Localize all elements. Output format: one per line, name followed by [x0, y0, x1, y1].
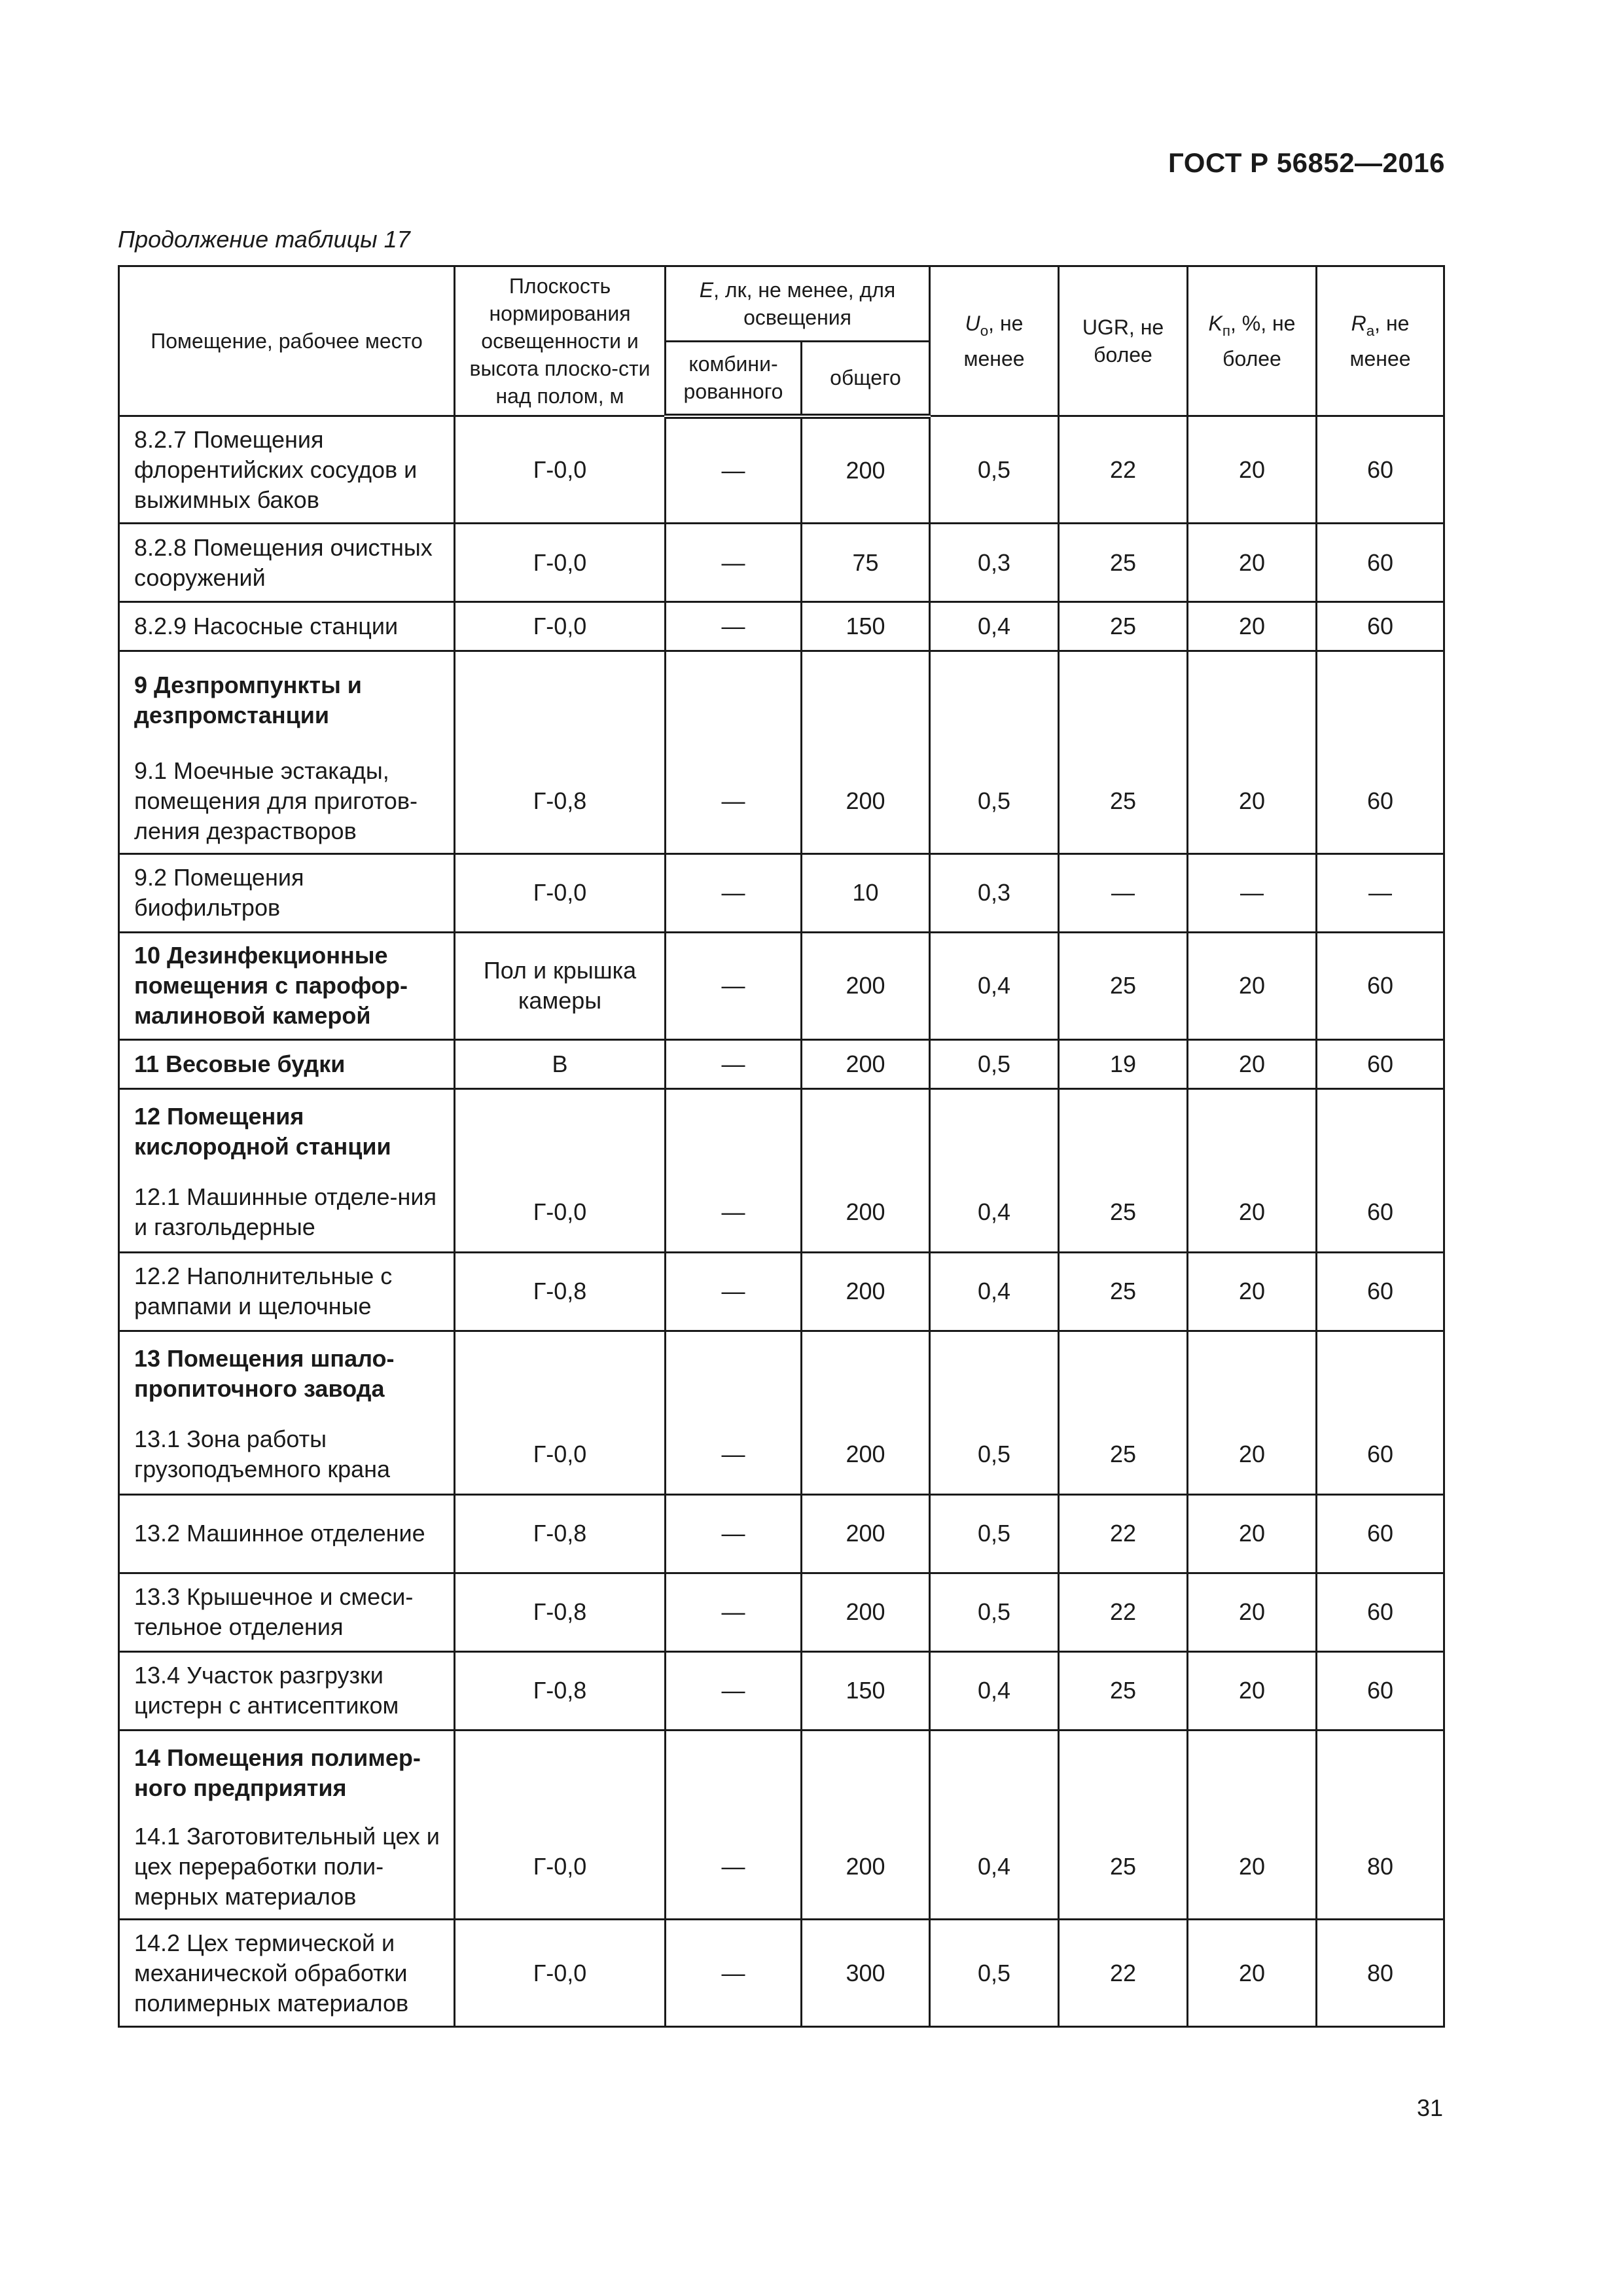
empty-cell	[1317, 1088, 1444, 1174]
uo-cell: 0,4	[930, 602, 1059, 651]
combined-cell: —	[666, 1920, 802, 2027]
ra-cell: 60	[1317, 1039, 1444, 1088]
kp-cell: —	[1188, 853, 1317, 932]
plane-cell: Г-0,0	[455, 524, 666, 602]
header-uo-subscript: о	[980, 322, 989, 339]
combined-cell: —	[666, 1573, 802, 1651]
table-row	[119, 1573, 1444, 1651]
kp-cell: 20	[1188, 1174, 1317, 1252]
table-row	[119, 1494, 1444, 1573]
kp-cell: 20	[1188, 1416, 1317, 1494]
table-header	[119, 266, 1444, 416]
plane-cell: Г-0,8	[455, 1573, 666, 1651]
combined-cell: —	[666, 602, 802, 651]
ugr-cell: 22	[1059, 1573, 1188, 1651]
general-cell: 200	[802, 1416, 930, 1494]
room-cell: 11 Весовые будки	[119, 1039, 455, 1088]
table-row	[119, 749, 1444, 854]
plane-cell: Г-0,8	[455, 1651, 666, 1730]
empty-cell	[1059, 1088, 1188, 1174]
plane-cell: Г-0,0	[455, 1174, 666, 1252]
header-combined: комбини-рованного	[666, 341, 802, 416]
ra-cell: 80	[1317, 1815, 1444, 1920]
empty-cell	[666, 1331, 802, 1416]
uo-cell: 0,5	[930, 749, 1059, 854]
kp-cell: 20	[1188, 1494, 1317, 1573]
ra-cell: 60	[1317, 524, 1444, 602]
combined-cell: —	[666, 1815, 802, 1920]
uo-cell: 0,3	[930, 853, 1059, 932]
group-title-cell: 13 Помещения шпало-пропиточного завода	[119, 1331, 455, 1416]
header-e-symbol: E	[699, 278, 714, 302]
room-cell: 8.2.8 Помещения очистных сооружений	[119, 524, 455, 602]
empty-cell	[1188, 651, 1317, 749]
combined-cell: —	[666, 1416, 802, 1494]
uo-cell: 0,5	[930, 1573, 1059, 1651]
plane-cell: Г-0,8	[455, 749, 666, 854]
ugr-cell: 22	[1059, 1920, 1188, 2027]
table-row	[119, 524, 1444, 602]
general-cell: 10	[802, 853, 930, 932]
ra-cell: 60	[1317, 602, 1444, 651]
room-cell: 14.1 Заготовительный цех и цех переработки поли-мерных материалов	[119, 1815, 455, 1920]
table-row	[119, 1815, 1444, 1920]
empty-cell	[802, 1730, 930, 1815]
room-cell: 13.4 Участок разгрузки цистерн с антисептиком	[119, 1651, 455, 1730]
table-row	[119, 853, 1444, 932]
uo-cell: 0,5	[930, 1416, 1059, 1494]
room-cell: 13.3 Крышечное и смеси-тельное отделения	[119, 1573, 455, 1651]
table-row	[119, 1174, 1444, 1252]
document-code: ГОСТ Р 56852—2016	[1168, 147, 1445, 178]
uo-cell: 0,3	[930, 524, 1059, 602]
general-cell: 75	[802, 524, 930, 602]
header-kp-subscript: п	[1222, 322, 1230, 339]
combined-cell: —	[666, 749, 802, 854]
empty-cell	[1188, 1331, 1317, 1416]
header-kp-symbol: K	[1208, 312, 1222, 336]
ugr-cell: 25	[1059, 1174, 1188, 1252]
empty-cell	[802, 1331, 930, 1416]
kp-cell: 20	[1188, 1651, 1317, 1730]
header-uo-text: , не менее	[963, 312, 1025, 370]
header-general: общего	[802, 341, 930, 416]
general-cell: 200	[802, 1174, 930, 1252]
plane-cell: Г-0,0	[455, 853, 666, 932]
ugr-cell: 19	[1059, 1039, 1188, 1088]
uo-cell: 0,5	[930, 1494, 1059, 1573]
room-cell: 9.2 Помещения биофильтров	[119, 853, 455, 932]
table-row	[119, 1416, 1444, 1494]
ugr-cell: 25	[1059, 1252, 1188, 1331]
ugr-cell: 25	[1059, 749, 1188, 854]
empty-cell	[802, 651, 930, 749]
table-row	[119, 416, 1444, 524]
combined-cell: —	[666, 1174, 802, 1252]
kp-cell: 20	[1188, 1815, 1317, 1920]
empty-cell	[930, 651, 1059, 749]
general-cell: 200	[802, 749, 930, 854]
ugr-cell: 25	[1059, 1815, 1188, 1920]
room-cell: 8.2.9 Насосные станции	[119, 602, 455, 651]
combined-cell: —	[666, 932, 802, 1039]
empty-cell	[1317, 651, 1444, 749]
room-cell: 9.1 Моечные эстакады, помещения для приготов-ления дезрастворов	[119, 749, 455, 854]
plane-cell: Г-0,0	[455, 1416, 666, 1494]
empty-cell	[1317, 1730, 1444, 1815]
empty-cell	[1059, 651, 1188, 749]
group-title-cell: 9 Дезпромпункты и дезпромстанции	[119, 651, 455, 749]
lighting-norms-table	[118, 265, 1445, 2028]
table-row	[119, 1651, 1444, 1730]
general-cell: 150	[802, 1651, 930, 1730]
combined-cell: —	[666, 1494, 802, 1573]
empty-cell	[666, 651, 802, 749]
kp-cell: 20	[1188, 749, 1317, 854]
empty-cell	[455, 1088, 666, 1174]
table-group-row	[119, 1331, 1444, 1416]
plane-cell: Г-0,8	[455, 1252, 666, 1331]
table-group-row	[119, 1088, 1444, 1174]
plane-cell: Пол и крышка камеры	[455, 932, 666, 1039]
combined-cell: —	[666, 1252, 802, 1331]
empty-cell	[1188, 1088, 1317, 1174]
uo-cell: 0,4	[930, 1651, 1059, 1730]
group-title-cell: 14 Помещения полимер-ного предприятия	[119, 1730, 455, 1815]
plane-cell: Г-0,0	[455, 602, 666, 651]
table-row	[119, 1920, 1444, 2027]
header-kp	[1188, 266, 1317, 416]
ra-cell: 60	[1317, 1416, 1444, 1494]
uo-cell: 0,4	[930, 932, 1059, 1039]
plane-cell: Г-0,8	[455, 1494, 666, 1573]
ugr-cell: 25	[1059, 524, 1188, 602]
room-cell: 8.2.7 Помещения флорентийских сосудов и выжимных баков	[119, 416, 455, 524]
general-cell: 200	[802, 1815, 930, 1920]
header-e-text: , лк, не менее, для освещения	[713, 278, 896, 329]
uo-cell: 0,4	[930, 1174, 1059, 1252]
header-room: Помещение, рабочее место	[119, 266, 455, 416]
table-row	[119, 932, 1444, 1039]
empty-cell	[666, 1088, 802, 1174]
room-cell: 10 Дезинфекционные помещения с парофор-малиновой камерой	[119, 932, 455, 1039]
general-cell: 200	[802, 1039, 930, 1088]
empty-cell	[1317, 1331, 1444, 1416]
empty-cell	[930, 1331, 1059, 1416]
plane-cell: Г-0,0	[455, 1920, 666, 2027]
room-cell: 13.2 Машинное отделение	[119, 1494, 455, 1573]
header-plane: Плоскость нормирования освещенности и высота плоско-сти над полом, м	[455, 266, 666, 416]
ra-cell: 60	[1317, 1494, 1444, 1573]
kp-cell: 20	[1188, 416, 1317, 524]
empty-cell	[1059, 1331, 1188, 1416]
header-ra	[1317, 266, 1444, 416]
empty-cell	[930, 1730, 1059, 1815]
general-cell: 200	[802, 416, 930, 524]
ra-cell: 80	[1317, 1920, 1444, 2027]
table-row	[119, 602, 1444, 651]
ra-cell: 60	[1317, 932, 1444, 1039]
empty-cell	[930, 1088, 1059, 1174]
header-kp-text: , %, не более	[1222, 312, 1296, 370]
kp-cell: 20	[1188, 602, 1317, 651]
ugr-cell: 25	[1059, 602, 1188, 651]
table-row	[119, 1252, 1444, 1331]
header-uo	[930, 266, 1059, 416]
ra-cell: 60	[1317, 1252, 1444, 1331]
ra-cell: —	[1317, 853, 1444, 932]
general-cell: 200	[802, 932, 930, 1039]
header-ra-text: , не менее	[1349, 312, 1411, 370]
header-ra-symbol: R	[1351, 312, 1366, 336]
combined-cell: —	[666, 1039, 802, 1088]
general-cell: 150	[802, 602, 930, 651]
uo-cell: 0,5	[930, 1039, 1059, 1088]
combined-cell: —	[666, 853, 802, 932]
ugr-cell: 22	[1059, 416, 1188, 524]
room-cell: 12.2 Наполнительные с рампами и щелочные	[119, 1252, 455, 1331]
kp-cell: 20	[1188, 1039, 1317, 1088]
general-cell: 200	[802, 1573, 930, 1651]
table-group-row	[119, 1730, 1444, 1815]
table-body	[119, 416, 1444, 2027]
uo-cell: 0,5	[930, 1920, 1059, 2027]
plane-cell: Г-0,0	[455, 416, 666, 524]
empty-cell	[802, 1088, 930, 1174]
empty-cell	[666, 1730, 802, 1815]
page-number: 31	[1416, 2094, 1443, 2121]
plane-cell: Г-0,0	[455, 1815, 666, 1920]
general-cell: 200	[802, 1252, 930, 1331]
uo-cell: 0,4	[930, 1815, 1059, 1920]
plane-cell: В	[455, 1039, 666, 1088]
header-uo-symbol: U	[965, 312, 980, 336]
empty-cell	[1188, 1730, 1317, 1815]
kp-cell: 20	[1188, 932, 1317, 1039]
ugr-cell: 25	[1059, 1651, 1188, 1730]
empty-cell	[1059, 1730, 1188, 1815]
ra-cell: 60	[1317, 416, 1444, 524]
table-row	[119, 1039, 1444, 1088]
table-caption: Продолжение таблицы 17	[118, 226, 410, 253]
uo-cell: 0,4	[930, 1252, 1059, 1331]
room-cell: 14.2 Цех термической и механической обработки полимерных материалов	[119, 1920, 455, 2027]
combined-cell: —	[666, 416, 802, 524]
room-cell: 13.1 Зона работы грузоподъемного крана	[119, 1416, 455, 1494]
header-ugr: UGR, не более	[1059, 266, 1188, 416]
ugr-cell: 25	[1059, 1416, 1188, 1494]
empty-cell	[455, 651, 666, 749]
header-illuminance	[666, 266, 930, 342]
ra-cell: 60	[1317, 749, 1444, 854]
ugr-cell: —	[1059, 853, 1188, 932]
empty-cell	[455, 1730, 666, 1815]
ugr-cell: 22	[1059, 1494, 1188, 1573]
kp-cell: 20	[1188, 1252, 1317, 1331]
general-cell: 200	[802, 1494, 930, 1573]
kp-cell: 20	[1188, 524, 1317, 602]
ra-cell: 60	[1317, 1573, 1444, 1651]
general-cell: 300	[802, 1920, 930, 2027]
empty-cell	[455, 1331, 666, 1416]
combined-cell: —	[666, 524, 802, 602]
kp-cell: 20	[1188, 1573, 1317, 1651]
ra-cell: 60	[1317, 1174, 1444, 1252]
lighting-norms-table-container	[118, 265, 1443, 2028]
kp-cell: 20	[1188, 1920, 1317, 2027]
table-group-row	[119, 651, 1444, 749]
combined-cell: —	[666, 1651, 802, 1730]
ugr-cell: 25	[1059, 932, 1188, 1039]
ra-cell: 60	[1317, 1651, 1444, 1730]
group-title-cell: 12 Помещения кислородной станции	[119, 1088, 455, 1174]
uo-cell: 0,5	[930, 416, 1059, 524]
room-cell: 12.1 Машинные отделе-ния и газгольдерные	[119, 1174, 455, 1252]
header-ra-subscript: a	[1366, 322, 1375, 339]
